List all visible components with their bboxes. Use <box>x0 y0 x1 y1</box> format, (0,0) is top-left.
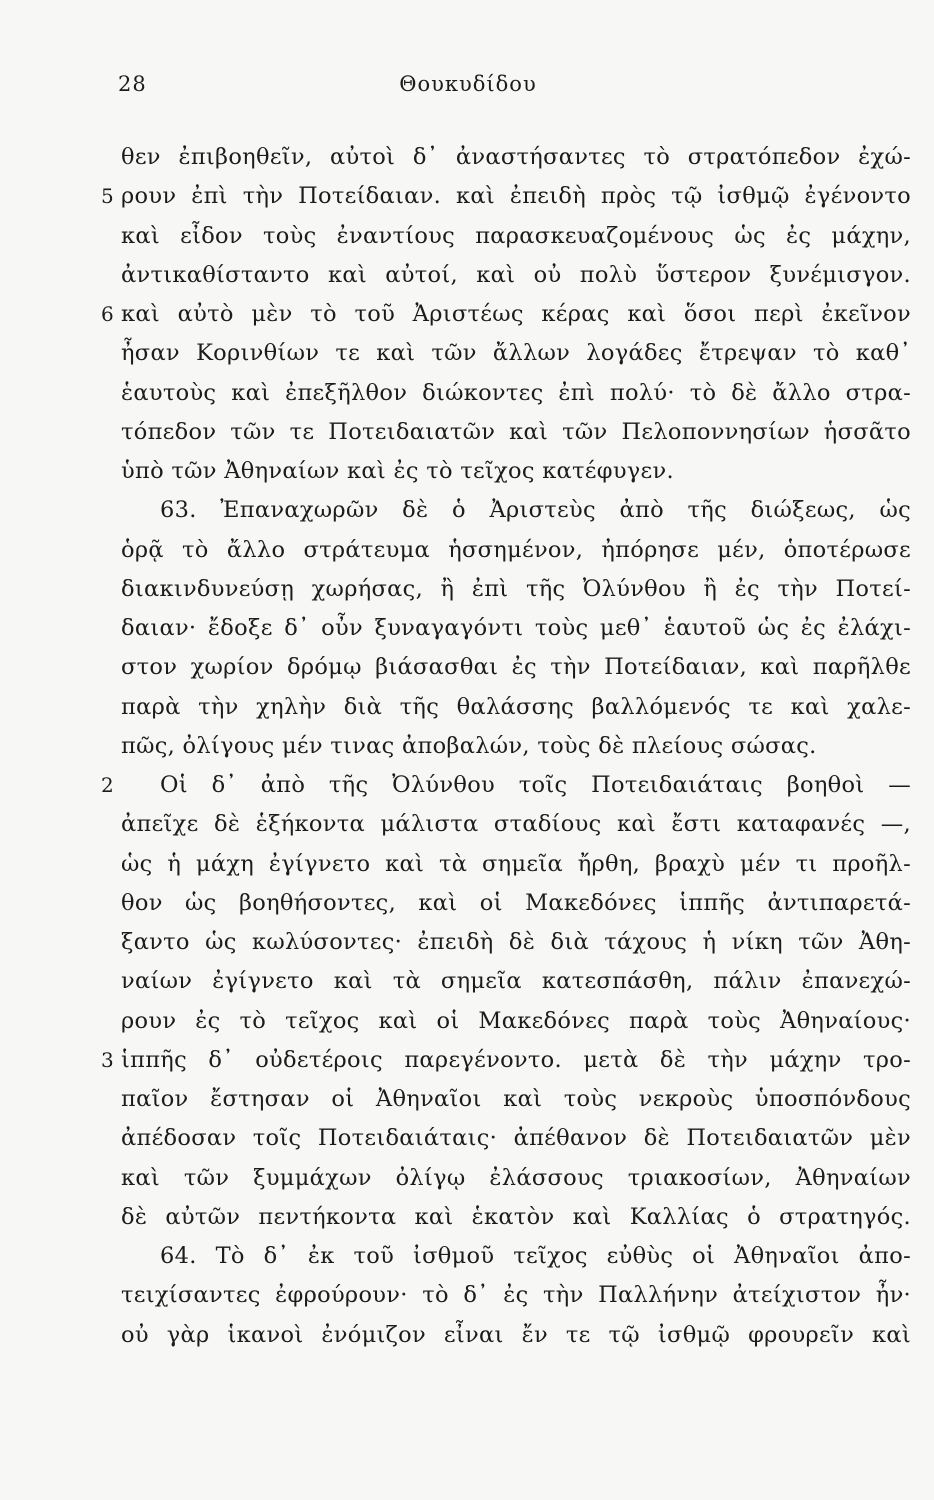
line-text: ξαντο ὡς κωλύσοντες· ἐπειδὴ δὲ διὰ τάχους ἡ νίκη τῶν Ἀθη- <box>121 929 911 955</box>
line-text: θον ὡς βοηθήσοντες, καὶ οἱ Μακεδόνες ἱππῆς ἀντιπαρετά- <box>121 889 911 916</box>
text-line <box>0 648 934 687</box>
text-line <box>0 177 934 216</box>
line-text: ναίων ἐγίγνετο καὶ τὰ σημεῖα κατεσπάσθη, πάλιν ἐπανεχώ- <box>121 968 911 995</box>
margin-section-number: 6 <box>101 302 114 326</box>
line-text: 64. Τὸ δ᾽ ἐκ τοῦ ἰσθμοῦ τεῖχος εὐθὺς οἱ Ἀθηναῖοι ἀπο- <box>160 1243 911 1269</box>
line-text: καὶ εἶδον τοὺς ἐναντίους παρασκευαζομένους ὡς ἐς μάχην, <box>121 222 911 249</box>
line-text: καὶ τῶν ξυμμάχων ὀλίγῳ ἐλάσσους τριακοσίων, Ἀθηναίων <box>121 1164 911 1191</box>
line-text: ὡς ἡ μάχη ἐγίγνετο καὶ τὰ σημεῖα ἤρθη, βραχὺ μέν τι προῆλ- <box>121 850 911 877</box>
line-text: ρουν ἐς τὸ τεῖχος καὶ οἱ Μακεδόνες παρὰ τοὺς Ἀθηναίους· <box>121 1007 911 1034</box>
text-line <box>0 1002 934 1041</box>
line-text: στον χωρίον δρόμῳ βιάσασθαι ἐς τὴν Ποτείδαιαν, καὶ παρῆλθε <box>121 654 911 681</box>
line-text: 63. Ἐπαναχωρῶν δὲ ὁ Ἀριστεὺς ἀπὸ τῆς διώξεως, ὡς <box>160 497 911 524</box>
text-line <box>0 688 934 727</box>
text-line <box>0 334 934 373</box>
text-line <box>0 295 934 334</box>
text-line <box>0 256 934 295</box>
line-text: παρὰ τὴν χηλὴν διὰ τῆς θαλάσσης βαλλόμενός τε καὶ χαλε- <box>121 693 911 720</box>
margin-section-number: 3 <box>101 1047 114 1072</box>
line-text: ἀπέδοσαν τοῖς Ποτειδαιάταις· ἀπέθανον δὲ Ποτειδαιατῶν μὲν <box>121 1125 911 1152</box>
line-text: παῖον ἔστησαν οἱ Ἀθηναῖοι καὶ τοὺς νεκροὺς ὑποσπόνδους <box>121 1086 911 1112</box>
line-text: ὑπὸ τῶν Ἀθηναίων καὶ ἐς τὸ τεῖχος κατέφυγεν. <box>121 458 674 484</box>
line-text: ἱππῆς δ᾽ οὐδετέροις παρεγένοντο. μετὰ δὲ τὴν μάχην τρο- <box>121 1046 911 1073</box>
line-text: δὲ αὐτῶν πεντήκοντα καὶ ἑκατὸν καὶ Καλλίας ὁ στρατηγός. <box>121 1203 911 1230</box>
text-line <box>0 1316 934 1355</box>
text-line <box>0 884 934 923</box>
text-line <box>0 1198 934 1237</box>
margin-section-number: 2 <box>101 773 114 797</box>
margin-section-number: 5 <box>101 184 114 209</box>
line-text: ρουν ἐπὶ τὴν Ποτείδαιαν. καὶ ἐπειδὴ πρὸς τῷ ἰσθμῷ ἐγένοντο <box>121 183 911 210</box>
line-text: θεν ἐπιβοηθεῖν, αὐτοὶ δ᾽ ἀναστήσαντες τὸ στρατόπεδον ἐχώ- <box>121 144 911 170</box>
text-line <box>0 962 934 1001</box>
text-line <box>0 805 934 844</box>
line-text: καὶ αὐτὸ μὲν τὸ τοῦ Ἀριστέως κέρας καὶ ὅσοι περὶ ἐκεῖνον <box>121 301 911 327</box>
body-text <box>0 138 934 1355</box>
text-line <box>0 923 934 962</box>
line-text: ὁρᾷ τὸ ἄλλο στράτευμα ἡσσημένον, ἠπόρησε μέν, ὁποτέρωσε <box>121 536 911 563</box>
running-title: Θουκυδίδου <box>399 72 537 96</box>
line-text: διακινδυνεύσῃ χωρήσας, ἢ ἐπὶ τῆς Ὀλύνθου ἢ ἐς τὴν Ποτεί- <box>121 575 911 602</box>
line-text: τόπεδον τῶν τε Ποτειδαιατῶν καὶ τῶν Πελοποννησίων ἡσσᾶτο <box>121 418 911 445</box>
text-line <box>0 1119 934 1158</box>
page-number: 28 <box>118 72 147 96</box>
page-header <box>118 72 818 104</box>
line-text: Οἱ δ᾽ ἀπὸ τῆς Ὀλύνθου τοῖς Ποτειδαιάταις βοηθοὶ — <box>160 772 911 798</box>
text-line <box>0 845 934 884</box>
text-line <box>0 1041 934 1080</box>
text-line <box>0 217 934 256</box>
line-text: ἀντικαθίσταντο καὶ αὐτοί, καὶ οὐ πολὺ ὕστερον ξυνέμισγον. <box>121 261 911 288</box>
line-text: ἦσαν Κορινθίων τε καὶ τῶν ἄλλων λογάδες ἔτρεψαν τὸ καθ᾽ <box>121 340 911 367</box>
text-line <box>0 452 934 491</box>
text-line <box>0 609 934 648</box>
text-line <box>0 1237 934 1276</box>
line-text: ἀπεῖχε δὲ ἑξήκοντα μάλιστα σταδίους καὶ ἔστι καταφανές —, <box>121 811 911 838</box>
text-line <box>0 570 934 609</box>
text-line <box>0 413 934 452</box>
line-text: τειχίσαντες ἐφρούρουν· τὸ δ᾽ ἐς τὴν Παλλήνην ἀτείχιστον ἦν· <box>121 1282 911 1309</box>
text-line <box>0 531 934 570</box>
text-line <box>0 1159 934 1198</box>
line-text: δαιαν· ἔδοξε δ᾽ οὖν ξυναγαγόντι τοὺς μεθ᾽ ἑαυτοῦ ὡς ἐς ἐλάχι- <box>121 615 911 641</box>
line-text: οὐ γὰρ ἱκανοὶ ἐνόμιζον εἶναι ἔν τε τῷ ἰσθμῷ φρουρεῖν καὶ <box>121 1321 911 1348</box>
text-line <box>0 1080 934 1119</box>
text-line <box>0 766 934 805</box>
text-line <box>0 727 934 766</box>
line-text: πῶς, ὀλίγους μέν τινας ἀποβαλών, τοὺς δὲ πλείους σώσας. <box>121 732 817 759</box>
text-line <box>0 1276 934 1315</box>
text-line <box>0 138 934 177</box>
line-text: ἑαυτοὺς καὶ ἐπεξῆλθον διώκοντες ἐπὶ πολύ· τὸ δὲ ἄλλο στρα- <box>121 379 911 406</box>
text-line <box>0 491 934 530</box>
text-line <box>0 374 934 413</box>
